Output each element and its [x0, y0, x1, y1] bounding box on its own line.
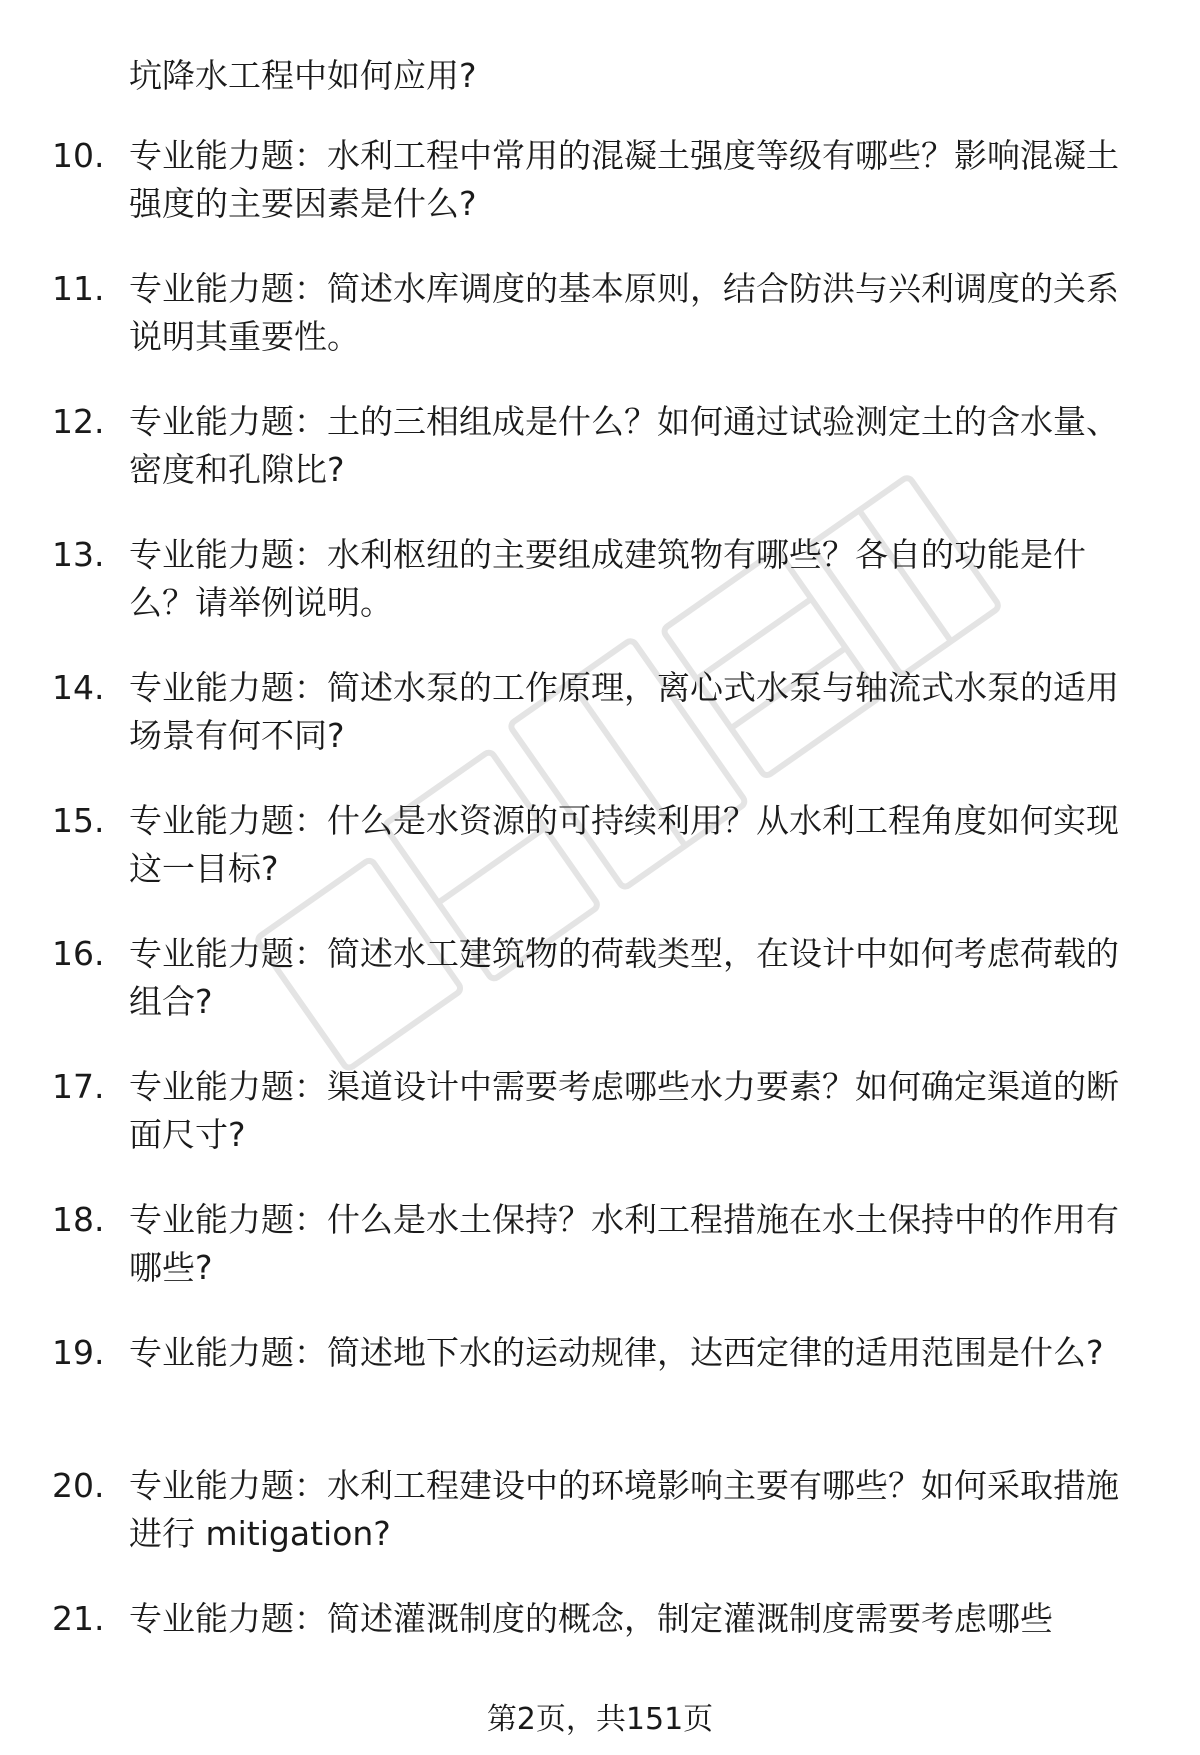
item-number: 20.	[52, 1466, 105, 1505]
item-number: 13.	[52, 535, 105, 574]
item-number: 21.	[52, 1599, 105, 1638]
list-item	[0, 132, 1200, 265]
item-text: 专业能力题：土的三相组成是什么？如何通过试验测定土的含水量、密度和孔隙比?	[129, 402, 1119, 489]
item-number: 10.	[52, 136, 105, 175]
item-text: 专业能力题：水利工程建设中的环境影响主要有哪些？如何采取措施进行 mitigation?	[129, 1466, 1119, 1553]
item-text: 专业能力题：什么是水资源的可持续利用？从水利工程角度如何实现这一目标?	[129, 801, 1119, 888]
item-text: 专业能力题：简述地下水的运动规律，达西定律的适用范围是什么?	[129, 1333, 1104, 1372]
item-text: 坑降水工程中如何应用?	[129, 56, 477, 95]
item-number: 19.	[52, 1333, 105, 1372]
item-text: 专业能力题：水利枢纽的主要组成建筑物有哪些？各自的功能是什么？请举例说明。	[129, 535, 1086, 622]
item-text: 专业能力题：简述水工建筑物的荷载类型，在设计中如何考虑荷载的组合?	[129, 934, 1119, 1021]
item-text: 专业能力题：简述水库调度的基本原则，结合防洪与兴利调度的关系说明其重要性。	[129, 269, 1119, 356]
item-text: 专业能力题：什么是水土保持？水利工程措施在水土保持中的作用有哪些?	[129, 1200, 1119, 1287]
list-item	[0, 1329, 1200, 1462]
list-item	[0, 265, 1200, 398]
list-item	[0, 930, 1200, 1063]
item-number: 18.	[52, 1200, 105, 1239]
item-number: 14.	[52, 668, 105, 707]
list-item	[0, 797, 1200, 930]
list-item	[0, 1196, 1200, 1329]
item-number: 16.	[52, 934, 105, 973]
list-item	[0, 664, 1200, 797]
list-item	[0, 1063, 1200, 1196]
list-item	[0, 531, 1200, 664]
item-number: 17.	[52, 1067, 105, 1106]
item-text: 专业能力题：简述水泵的工作原理，离心式水泵与轴流式水泵的适用场景有何不同?	[129, 668, 1119, 755]
item-text: 专业能力题：水利工程中常用的混凝土强度等级有哪些？影响混凝土强度的主要因素是什么?	[129, 136, 1119, 223]
item-text: 专业能力题：渠道设计中需要考虑哪些水力要素？如何确定渠道的断面尺寸?	[129, 1067, 1119, 1154]
item-number: 12.	[52, 402, 105, 441]
list-item	[0, 52, 1200, 132]
item-number: 11.	[52, 269, 105, 308]
item-text: 专业能力题：简述灌溉制度的概念，制定灌溉制度需要考虑哪些	[129, 1599, 1053, 1638]
question-list	[0, 52, 1200, 1728]
list-item	[0, 398, 1200, 531]
item-number: 15.	[52, 801, 105, 840]
list-item	[0, 1462, 1200, 1595]
page-footer: 第2页，共151页	[486, 1702, 714, 1737]
